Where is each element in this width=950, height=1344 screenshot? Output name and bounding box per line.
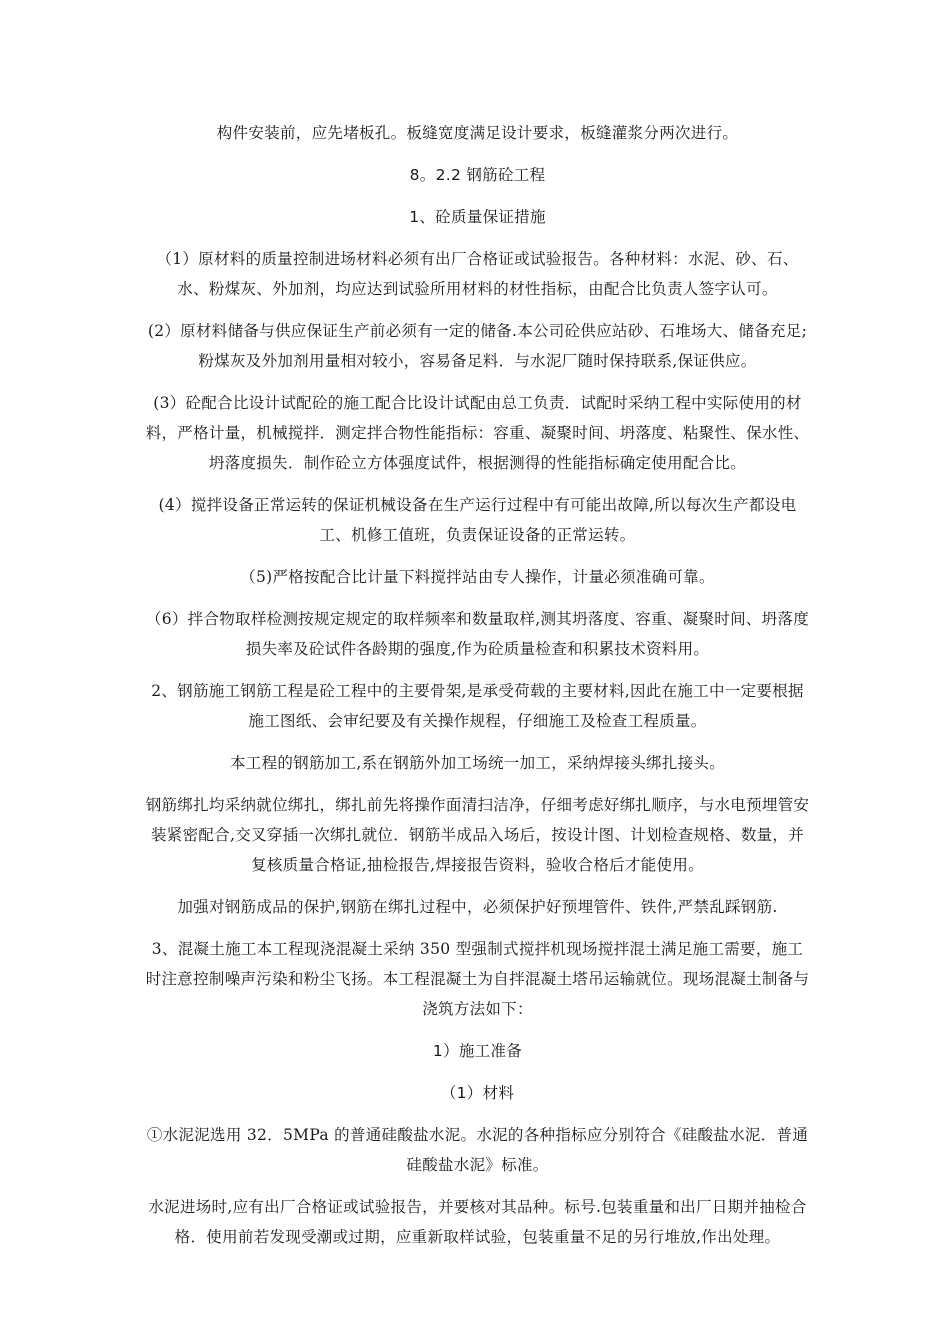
subheading-concrete-quality: 1、砼质量保证措施 — [409, 208, 546, 226]
paragraph-material-reserve: (2）原材料储备与供应保证生产前必须有一定的储备.本公司砼供应站砂、石堆场大、储备充足;粉煤灰及外加剂用量相对较小，容易备足料．与水泥厂随时保持联系,保证供应。 — [147, 322, 808, 370]
paragraph-concrete-construction: 3、混凝土施工本工程现浇混凝土采纳 350 型强制式搅拌机现场搅拌混土满足施工需要，施工时注意控制噪声污染和粉尘飞扬。本工程混凝土为自拌混凝土塔吊运输就位。现场混凝土制备与浇筑方法如下： — [145, 940, 810, 1018]
paragraph-mixer-operation: (4）搅拌设备正常运转的保证机械设备在生产运行过程中有可能出故障,所以每次生产都设电工、机修工值班，负责保证设备的正常运转。 — [158, 496, 797, 544]
paragraph-raw-material-control: （1）原材料的质量控制进场材料必须有出厂合格证或试验报告。各种材料：水泥、砂、石、水、粉煤灰、外加剂，均应达到试验所用材料的材性指标，由配合比负责人签字认可。 — [156, 250, 799, 298]
paragraph-slab-joints: 构件安装前，应先堵板孔。板缝宽度满足设计要求，板缝灌浆分两次进行。 — [216, 124, 739, 142]
paragraph-sampling: （6）拌合物取样检测按规定规定的取样频率和数量取样,测其坍落度、容重、凝聚时间、坍落度损失率及砼试件各龄期的强度,作为砼质量检查和积累技术资料用。 — [145, 610, 810, 658]
subheading-preparation: 1）施工准备 — [432, 1042, 523, 1060]
paragraph-mix-design: (3）砼配合比设计试配砼的施工配合比设计试配由总工负责．试配时采纳工程中实际使用的材料，严格计量，机械搅拌．测定拌合物性能指标：容重、凝聚时间、坍落度、粘聚性、保水性、坍落度损失．制作砼立方体强度试件，根据测得的性能指标确定使用配合比。 — [145, 394, 810, 472]
document-body — [145, 118, 810, 1264]
paragraph-rebar-binding: 钢筋绑扎均采纳就位绑扎，绑扎前先将操作面清扫洁净，仔细考虑好绑扎顺序，与水电预埋管安装紧密配合,交叉穿插一次绑扎就位．钢筋半成品入场后，按设计图、计划检查规格、数量，并复核质量合格证,抽检报告,焊接报告资料，验收合格后才能使用。 — [145, 796, 810, 874]
paragraph-cement-inspection: 水泥进场时,应有出厂合格证或试验报告，并要核对其品种。标号.包装重量和出厂日期并抽检合格．使用前若发现受潮或过期，应重新取样试验，包装重量不足的另行堆放,作出处理。 — [148, 1198, 807, 1246]
paragraph-metering: （5)严格按配合比计量下料搅拌站由专人操作，计量必须准确可靠。 — [240, 568, 715, 586]
paragraph-rebar-processing: 本工程的钢筋加工,系在钢筋外加工场统一加工，采纳焊接头绑扎接头。 — [229, 754, 726, 772]
paragraph-rebar-construction: 2、钢筋施工钢筋工程是砼工程中的主要骨架,是承受荷载的主要材料,因此在施工中一定要根据施工图纸、会审纪要及有关操作规程，仔细施工及检查工程质量。 — [151, 682, 804, 730]
subheading-materials: （1）材料 — [440, 1084, 515, 1102]
paragraph-cement-selection: ①水泥泥选用 32．5MPa 的普通硅酸盐水泥。水泥的各种指标应分别符合《硅酸盐水泥．普通硅酸盐水泥》标准。 — [146, 1126, 809, 1174]
section-heading-rebar-concrete: 8。2.2 钢筋砼工程 — [409, 166, 546, 184]
paragraph-rebar-protection: 加强对钢筋成品的保护,钢筋在绑扎过程中，必须保护好预埋管件、铁件,严禁乱踩钢筋. — [177, 898, 778, 916]
